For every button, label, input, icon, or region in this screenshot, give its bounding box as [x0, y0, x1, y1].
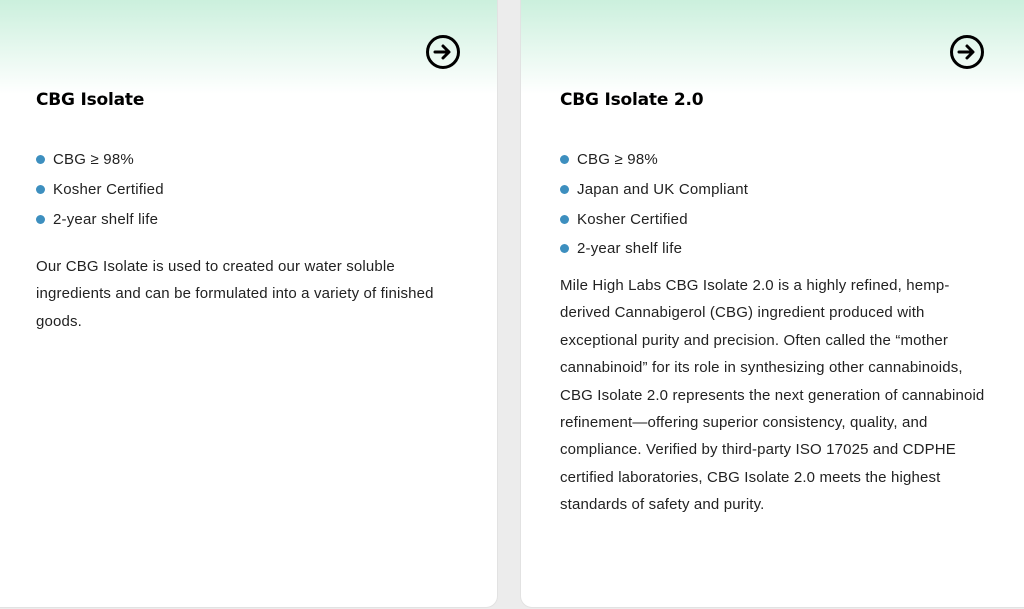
feature-label: Kosher Certified	[577, 210, 688, 228]
bullet-dot	[560, 185, 569, 194]
product-card-cbg-isolate-2[interactable]	[520, 0, 1024, 608]
feature-item	[36, 175, 164, 205]
feature-item	[560, 234, 748, 264]
card-link-button[interactable]	[950, 35, 984, 69]
card-description: Mile High Labs CBG Isolate 2.0 is a highly refined, hemp-derived Cannabigerol (CBG) ingredient produced with exceptional purity and precision. Often called the “mother cannabinoid” for its role in synthesizing other cannabinoids, CBG Isolate 2.0 represents the next generation of cannabinoid refinement—offering superior consistency, quality, and compliance. Verified by third-party ISO 17025 and CDPHE certified laboratories, CBG Isolate 2.0 meets the highest standards of safety and purity.	[560, 277, 985, 514]
feature-list	[560, 145, 748, 264]
product-card-cbg-isolate[interactable]	[0, 0, 498, 608]
bullet-dot	[36, 155, 45, 164]
arrow-right-circle-icon	[957, 43, 977, 61]
bullet-dot	[36, 215, 45, 224]
feature-label: 2-year shelf life	[53, 210, 159, 228]
arrow-right-circle-icon	[433, 43, 453, 61]
card-title: CBG Isolate	[36, 90, 145, 110]
feature-label: 2-year shelf life	[577, 240, 683, 258]
feature-label: Japan and UK Compliant	[577, 181, 749, 199]
feature-item	[36, 145, 164, 175]
feature-item	[560, 204, 748, 234]
feature-item	[36, 204, 164, 234]
card-title: CBG Isolate 2.0	[560, 90, 704, 110]
bullet-dot	[36, 185, 45, 194]
bullet-dot	[560, 244, 569, 253]
card-link-button[interactable]	[426, 35, 460, 69]
feature-label: CBG ≥ 98%	[53, 151, 134, 169]
bullet-dot	[560, 155, 569, 164]
feature-list	[36, 145, 164, 234]
feature-label: CBG ≥ 98%	[577, 151, 658, 169]
feature-item	[560, 175, 748, 205]
bullet-dot	[560, 215, 569, 224]
feature-item	[560, 145, 748, 175]
feature-label: Kosher Certified	[53, 181, 164, 199]
card-description: Our CBG Isolate is used to created our water soluble ingredients and can be formulated into a variety of finished goods.	[36, 258, 434, 330]
